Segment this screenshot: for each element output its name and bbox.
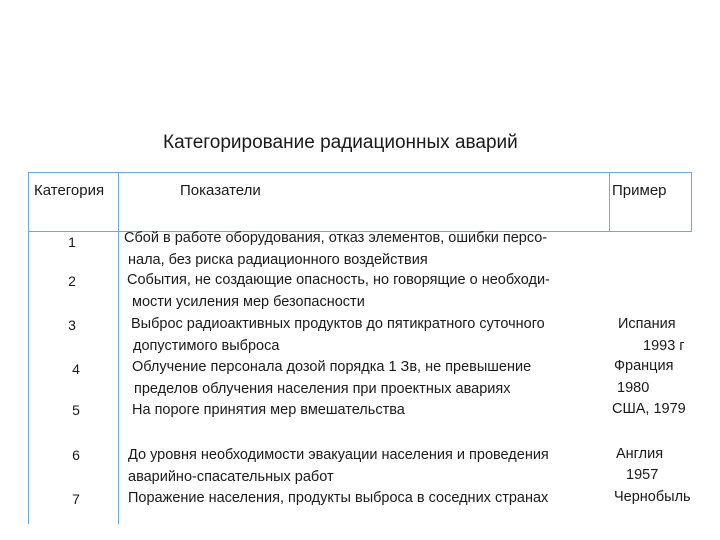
category-number: 1 — [68, 234, 76, 250]
example-value: Англия — [616, 446, 664, 462]
indicator-text — [132, 357, 531, 400]
right-border — [691, 172, 692, 232]
indicator-line: На пороге принятия мер вмешательства — [132, 402, 405, 418]
example-value: 1993 г — [643, 338, 685, 354]
category-number: 2 — [68, 273, 76, 289]
indicator-line: Поражение населения, продукты выброса в соседних странах — [128, 490, 549, 506]
left-border — [28, 172, 29, 524]
category-number: 7 — [72, 491, 80, 507]
indicator-line: Выброс радиоактивных продуктов до пятикратного суточного — [131, 316, 545, 332]
indicator-text — [127, 270, 550, 313]
category-number: 5 — [72, 402, 80, 418]
indicator-line: аварийно-спасательных работ — [128, 468, 334, 485]
indicator-line: допустимого выброса — [133, 337, 280, 354]
category-number: 4 — [72, 361, 80, 377]
header-category: Категория — [34, 182, 105, 199]
example-value: 1957 — [626, 467, 659, 483]
example-value: Франция — [614, 358, 674, 374]
indicator-text — [132, 400, 405, 422]
indicator-line: События, не создающие опасность, но говорящие о необходи- — [127, 272, 550, 288]
indicator-line: Сбой в работе оборудования, отказ элементов, ошибки персо- — [124, 230, 548, 246]
indicator-text — [124, 228, 547, 271]
example-value: Испания — [618, 316, 676, 332]
page-title: Категорирование радиационных аварий — [163, 132, 518, 153]
indicator-line: пределов облучения населения при проектных авариях — [134, 380, 511, 397]
example-value: Чернобыль — [614, 489, 691, 505]
header-top-rule — [28, 172, 692, 173]
indicator-text — [131, 314, 545, 357]
example-value: США, 1979 — [612, 401, 686, 417]
indicator-line: Облучение персонала дозой порядка 1 Зв, не превышение — [132, 359, 532, 375]
column-divider-2 — [609, 172, 610, 232]
category-number: 6 — [72, 447, 80, 463]
indicator-line: мости усиления мер безопасности — [132, 293, 365, 310]
header-indicators: Показатели — [180, 182, 261, 199]
category-number: 3 — [68, 317, 76, 333]
indicator-text — [128, 488, 548, 510]
example-value: 1980 — [617, 380, 650, 396]
indicator-text — [128, 445, 549, 488]
indicator-line: нала, без риска радиационного воздействия — [128, 251, 428, 268]
column-divider-1 — [118, 172, 119, 524]
header-example: Пример — [612, 182, 667, 199]
indicator-line: До уровня необходимости эвакуации населения и проведения — [128, 447, 549, 463]
